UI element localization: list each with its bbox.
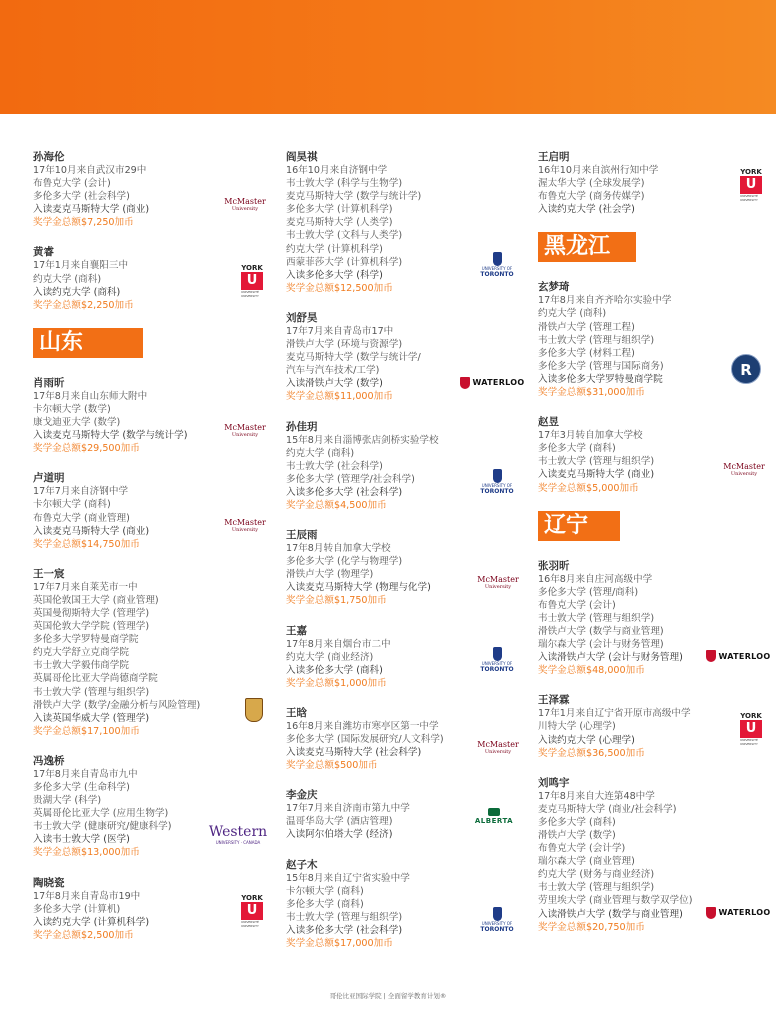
offer-line: 约克大学 (计算机科学) (286, 243, 383, 255)
offer-line: 韦士敦大学 (管理与组织学) (33, 686, 150, 698)
logo-mark: U (740, 176, 762, 194)
scholarship-line: 奖学金总额$1,750加币 (286, 595, 387, 607)
scholarship-line: 奖学金总额$17,000加币 (286, 938, 393, 950)
scholarship-line: 奖学金总额$48,000加币 (538, 665, 645, 677)
column-2 (286, 150, 525, 966)
admitted-line: 入读韦士敦大学 (医学) (33, 834, 130, 846)
logo-text: WATERLOO (472, 378, 525, 387)
logo-subtext: University (730, 471, 758, 478)
offer-line: 韦士敦大学 (科学与生物学) (286, 178, 403, 190)
admitted-line: 入读麦克马斯特大学 (商业) (538, 469, 655, 481)
admitted-line: 入读英国华威大学 (管理学) (33, 712, 150, 724)
logo-mark: U (241, 902, 263, 920)
logo-subtext: TORONTO (480, 488, 514, 496)
student-name: 冯逸桥 (33, 754, 65, 767)
offer-line: 汽车与汽车技术/工学) (286, 365, 380, 377)
offer-line: 韦士敦大学 (健康研究/健康科学) (33, 821, 172, 833)
shield-icon (706, 650, 716, 662)
student-entry (538, 559, 771, 678)
logo-text: McMaster (224, 422, 266, 432)
offer-line: 麦克马斯特大学 (数学与统计学) (286, 191, 422, 203)
offer-line: 渥太华大学 (全球发展学) (538, 178, 645, 190)
offer-line: 多伦多大学 (社会科学) (33, 191, 130, 203)
scholarship-line: 奖学金总额$13,000加币 (33, 847, 140, 859)
logo-text: McMaster (224, 196, 266, 206)
offer-line: 英国伦敦大学学院 (管理学) (33, 621, 150, 633)
offer-line: 温哥华岛大学 (酒店管理) (286, 816, 393, 828)
offer-line: 16年10月来自济钢中学 (286, 165, 388, 176)
student-entry (33, 567, 269, 738)
student-entry (286, 528, 522, 607)
offer-line: 川特大学 (心理学) (538, 721, 616, 733)
offer-line: 韦士敦大学毅伟商学院 (33, 660, 129, 672)
logo-subtext: ALBERTA (474, 817, 514, 826)
student-name: 王泽霖 (538, 694, 570, 707)
student-name: 陶晓瓷 (33, 876, 65, 889)
logo-mark: U (740, 720, 762, 738)
logo-subtext: University (231, 205, 259, 212)
student-name: 卢道明 (33, 472, 65, 485)
offer-line: 滑铁卢大学 (数学与商业管理) (538, 625, 664, 637)
offer-line: 韦士敦大学 (文科与人类学) (286, 230, 403, 242)
logo-text: UNIVERSITY OF (481, 660, 513, 666)
admitted-line: 入读麦克马斯特大学 (商业) (33, 525, 150, 537)
logo-subtext: TORONTO (480, 270, 514, 278)
offer-line: 康戈迪亚大学 (数学) (33, 417, 121, 429)
crest-icon (245, 698, 263, 722)
admitted-line: 入读多伦多大学 (科学) (286, 269, 383, 281)
shield-icon (706, 907, 716, 919)
offer-line: 滑铁卢大学 (管理工程) (538, 321, 635, 333)
logo-subtext: University (484, 748, 512, 755)
scholarship-line: 奖学金总额$36,500加币 (538, 747, 645, 759)
shield-icon (460, 377, 470, 389)
toronto-logo (478, 466, 516, 498)
student-name: 王嘉 (286, 624, 307, 637)
logo-subtext: UNIVERSITÉ UNIVERSITY (740, 194, 758, 203)
province-heading: 辽宁 (538, 511, 620, 541)
york-logo (241, 894, 263, 928)
student-entry (33, 245, 269, 311)
offer-line: 瑞尔森大学 (商业管理) (538, 856, 635, 868)
scholarship-line: 奖学金总额$29,500加币 (33, 443, 140, 455)
logo-subtext: UNIVERSITÉ UNIVERSITY (740, 737, 758, 746)
admitted-line: 入读阿尔伯塔大学 (经济) (286, 829, 393, 841)
logo-text: McMaster (723, 462, 765, 472)
student-name: 王一宸 (33, 567, 65, 580)
offer-line: 西蒙菲莎大学 (计算机科学) (286, 256, 403, 268)
ryerson-logo (730, 353, 762, 385)
offer-line: 17年8月来自大连第48中学 (538, 790, 655, 802)
student-entry (286, 311, 525, 404)
admitted-line: 入读麦克马斯特大学 (物理与化学) (286, 582, 431, 594)
header-banner (0, 0, 776, 114)
logo-text: YORK (241, 893, 263, 902)
logo-subtext: TORONTO (480, 926, 514, 934)
student-entry (538, 150, 768, 216)
offer-line: 16年8月来自庄河高级中学 (538, 573, 653, 585)
scholarship-line: 奖学金总额$2,500加币 (33, 929, 134, 941)
student-entry (538, 280, 768, 399)
student-entry (286, 858, 522, 951)
offer-line: 多伦多大学 (管理/商科) (538, 586, 639, 598)
admitted-line: 入读滑铁卢大学 (数学与商业管理) (538, 908, 683, 920)
logo-text: UNIVERSITY OF (481, 265, 513, 271)
student-name: 刘鸣宇 (538, 776, 570, 789)
offer-line: 多伦多大学 (计算机科学) (286, 204, 393, 216)
offer-line: 卡尔顿大学 (数学) (33, 403, 111, 415)
offer-line: 约克大学舒立克商学院 (33, 647, 129, 659)
logo-subtext: UNIVERSITY · CANADA (215, 839, 261, 845)
footer-text: 哥伦比亚国际学院 | 全面留学教育计划® (329, 992, 447, 1000)
mcmaster-logo (224, 419, 266, 441)
student-name: 赵子木 (286, 858, 318, 871)
offer-line: 麦克马斯特大学 (人类学) (286, 217, 393, 229)
province-heading: 山东 (33, 328, 143, 358)
offer-line: 多伦多大学 (化学与物理学) (286, 556, 403, 568)
admitted-line: 入读滑铁卢大学 (数学) (286, 378, 383, 390)
logo-text: McMaster (477, 739, 519, 749)
crest-icon (493, 907, 502, 921)
mcmaster-logo (723, 459, 765, 481)
offer-line: 英属哥伦比亚大学尚德商学院 (33, 673, 158, 685)
logo-text: McMaster (477, 575, 519, 585)
logo-subtext: University (231, 527, 259, 534)
offer-line: 多伦多大学 (商科) (538, 443, 616, 455)
scholarship-line: 奖学金总额$2,250加币 (33, 299, 134, 311)
scholarship-line: 奖学金总额$31,000加币 (538, 387, 645, 399)
offer-line: 韦士敦大学 (管理与组织学) (538, 334, 655, 346)
offer-line: 布鲁克大学 (会计学) (538, 843, 626, 855)
student-entry (538, 776, 771, 934)
student-name: 张羽昕 (538, 559, 570, 572)
student-name: 阎昊祺 (286, 151, 318, 163)
offer-line: 多伦多大学 (材料工程) (538, 347, 635, 359)
offer-line: 17年1月来自襄阳三中 (33, 260, 129, 272)
offer-line: 17年10月来自武汉市29中 (33, 165, 147, 176)
offer-line: 英国曼彻斯特大学 (管理学) (33, 607, 150, 619)
logo-text: UNIVERSITY OF (481, 921, 513, 927)
offer-line: 17年7月来自济南市第九中学 (286, 803, 410, 815)
offer-line: 17年7月来自青岛市17中 (286, 325, 394, 337)
york-logo (740, 712, 762, 746)
student-name: 王启明 (538, 151, 570, 163)
offer-line: 滑铁卢大学 (物理学) (286, 569, 374, 581)
crest-icon (493, 469, 502, 483)
student-name: 王晗 (286, 706, 307, 719)
scholarship-line: 奖学金总额$17,100加币 (33, 725, 140, 737)
offer-line: 卡尔顿大学 (商科) (33, 499, 111, 511)
offer-line: 17年7月来自济钢中学 (33, 486, 129, 498)
student-entry (538, 415, 768, 494)
offer-line: 卡尔顿大学 (商科) (286, 885, 364, 897)
student-name: 刘舒昊 (286, 311, 318, 324)
mcmaster-logo (224, 515, 266, 537)
waterloo-logo (704, 906, 772, 920)
logo-text: YORK (740, 168, 762, 177)
province-heading: 黑龙江 (538, 232, 636, 262)
offer-line: 17年8月转自加拿大学校 (286, 543, 391, 555)
student-entry (33, 150, 269, 229)
logo-text: UNIVERSITY OF (481, 483, 513, 489)
column-3 (538, 150, 771, 950)
admitted-line: 入读多伦多大学 (社会科学) (286, 924, 403, 936)
student-name: 孙佳玥 (286, 420, 318, 433)
logo-subtext: TORONTO (480, 665, 514, 673)
admitted-line: 入读多伦多大学罗特曼商学院 (538, 373, 663, 385)
admitted-line: 入读多伦多大学 (社会科学) (286, 486, 403, 498)
crest-icon (493, 647, 502, 661)
logo-mark: U (241, 272, 263, 290)
student-name: 李金庆 (286, 789, 318, 802)
student-name: 肖雨昕 (33, 376, 65, 389)
offer-line: 约克大学 (商科) (33, 273, 102, 285)
offer-line: 布鲁克大学 (商业管理) (33, 512, 130, 524)
student-entry (286, 788, 522, 841)
logo-mark: R (731, 354, 761, 384)
offer-line: 布鲁克大学 (会计) (538, 599, 616, 611)
offer-line: 多伦多大学 (生命科学) (33, 782, 130, 793)
scholarship-line: 奖学金总额$5,000加币 (538, 482, 639, 494)
crest-icon (488, 808, 500, 816)
offer-line: 麦克马斯特大学 (商业/社会科学) (538, 803, 677, 815)
offer-line: 16年8月来自潍坊市寒亭区第一中学 (286, 720, 439, 732)
offer-line: 约克大学 (商科) (538, 308, 607, 320)
admitted-line: 入读约克大学 (计算机科学) (33, 916, 150, 928)
scholarship-line: 奖学金总额$11,000加币 (286, 391, 393, 403)
offer-line: 英属哥伦比亚大学 (应用生物学) (33, 808, 169, 820)
offer-line: 韦士敦大学 (社会科学) (286, 460, 383, 472)
offer-line: 多伦多大学 (商科) (286, 898, 364, 910)
toronto-logo (478, 904, 516, 936)
offer-line: 滑铁卢大学 (数学) (538, 830, 616, 841)
student-entry (538, 693, 768, 759)
offer-line: 17年8月来自青岛市19中 (33, 890, 141, 902)
student-name: 赵昱 (538, 416, 559, 429)
western-logo (203, 824, 273, 846)
scholarship-line: 奖学金总额$7,250加币 (33, 217, 134, 229)
offer-line: 17年8月来自青岛市九中 (33, 768, 138, 780)
offer-line: 韦士敦大学 (管理与组织学) (538, 612, 655, 624)
student-entry (286, 150, 522, 295)
admitted-line: 入读麦克马斯特大学 (数学与统计学) (33, 430, 188, 442)
waterloo-logo (704, 649, 772, 663)
offer-line: 约克大学 (商业经济) (286, 651, 374, 663)
offer-line: 滑铁卢大学 (环境与资源学) (286, 339, 403, 351)
offer-line: 布鲁克大学 (会计) (33, 178, 111, 190)
scholarship-line: 奖学金总额$12,500加币 (286, 282, 393, 294)
offer-line: 16年10月来自滨州行知中学 (538, 165, 659, 176)
student-entry (286, 624, 522, 690)
mcmaster-logo (477, 736, 519, 758)
student-entry (286, 706, 522, 772)
offer-line: 多伦多大学 (国际发展研究/人文科学) (286, 734, 444, 745)
offer-line: 约克大学 (商科) (286, 447, 355, 459)
student-entry (33, 471, 269, 550)
offer-line: 贵湖大学 (科学) (33, 795, 102, 807)
mcmaster-logo (477, 572, 519, 594)
scholarship-line: 奖学金总额$500加币 (286, 760, 378, 772)
logo-subtext: University (231, 431, 259, 438)
student-name: 玄梦琦 (538, 281, 570, 294)
offer-line: 瑞尔森大学 (会计与财务管理) (538, 639, 664, 651)
crest-logo (245, 696, 263, 724)
offer-line: 约克大学 (财务与商业经济) (538, 869, 655, 881)
offer-line: 17年8月来自山东师大附中 (33, 390, 148, 402)
offer-line: 多伦多大学 (商科) (538, 816, 616, 828)
offer-line: 17年3月转自加拿大学校 (538, 430, 643, 442)
logo-text: WATERLOO (718, 908, 771, 918)
logo-text: Western (208, 823, 268, 840)
offer-line: 滑铁卢大学 (数学/金融分析与风险管理) (33, 699, 201, 711)
admitted-line: 入读约克大学 (心理学) (538, 734, 635, 746)
student-name: 黄睿 (33, 246, 54, 259)
crest-icon (493, 252, 502, 266)
scholarship-line: 奖学金总额$1,000加币 (286, 677, 387, 689)
student-entry (33, 876, 269, 942)
logo-subtext: UNIVERSITÉ UNIVERSITY (241, 919, 259, 928)
logo-text: YORK (740, 711, 762, 720)
student-name: 孙海伦 (33, 151, 65, 163)
admitted-line: 入读麦克马斯特大学 (商业) (33, 204, 150, 216)
offer-line: 15年8月来自淄博张店剑桥实验学校 (286, 434, 439, 446)
offer-line: 布鲁克大学 (商务传媒学) (538, 191, 645, 203)
offer-line: 多伦多大学 (管理学/社会科学) (286, 473, 415, 485)
logo-subtext: UNIVERSITÉ UNIVERSITY (241, 289, 259, 298)
offer-line: 17年7月来自莱芜市一中 (33, 581, 138, 593)
offer-line: 15年8月来自辽宁省实验中学 (286, 872, 410, 884)
offer-line: 劳里埃大学 (商业管理与数学双学位) (538, 895, 693, 907)
logo-text: McMaster (224, 518, 266, 528)
offer-line: 17年8月来自烟台市二中 (286, 638, 391, 650)
york-logo (241, 264, 263, 298)
offer-line: 韦士敦大学 (管理与组织学) (538, 882, 655, 894)
scholarship-line: 奖学金总额$4,500加币 (286, 499, 387, 511)
offer-line: 多伦多大学 (管理与国际商务) (538, 360, 664, 372)
student-entry (286, 420, 522, 513)
student-entry (33, 376, 269, 455)
offer-line: 多伦多大学 (计算机) (33, 903, 121, 915)
offer-line: 英国伦敦国王大学 (商业管理) (33, 594, 159, 606)
admitted-line: 入读多伦多大学 (商科) (286, 664, 383, 676)
waterloo-logo (458, 376, 526, 390)
offer-line: 韦士敦大学 (管理与组织学) (286, 911, 403, 923)
logo-subtext: University (484, 584, 512, 591)
alberta-logo (472, 806, 516, 828)
offer-line: 17年1月来自辽宁省开原市高级中学 (538, 708, 691, 720)
offer-line: 麦克马斯特大学 (数学与统计学/ (286, 352, 421, 364)
admitted-line: 入读滑铁卢大学 (会计与财务管理) (538, 652, 683, 664)
york-logo (740, 168, 762, 202)
toronto-logo (478, 249, 516, 281)
toronto-logo (478, 644, 516, 676)
student-name: 王辰雨 (286, 529, 318, 542)
offer-line: 多伦多大学罗特曼商学院 (33, 634, 139, 646)
offer-line: 韦士敦大学 (管理与组织学) (538, 456, 655, 468)
admitted-line: 入读麦克马斯特大学 (社会科学) (286, 747, 422, 759)
column-1 (33, 150, 269, 958)
admitted-line: 入读约克大学 (商科) (33, 286, 121, 298)
mcmaster-logo (224, 193, 266, 215)
logo-text: YORK (241, 263, 263, 272)
admitted-line: 入读约克大学 (社会学) (538, 204, 635, 216)
logo-text: WATERLOO (718, 651, 771, 661)
student-entry (33, 754, 269, 860)
offer-line: 17年8月来自齐齐哈尔实验中学 (538, 295, 672, 307)
scholarship-line: 奖学金总额$14,750加币 (33, 538, 140, 550)
scholarship-line: 奖学金总额$20,750加币 (538, 921, 645, 933)
